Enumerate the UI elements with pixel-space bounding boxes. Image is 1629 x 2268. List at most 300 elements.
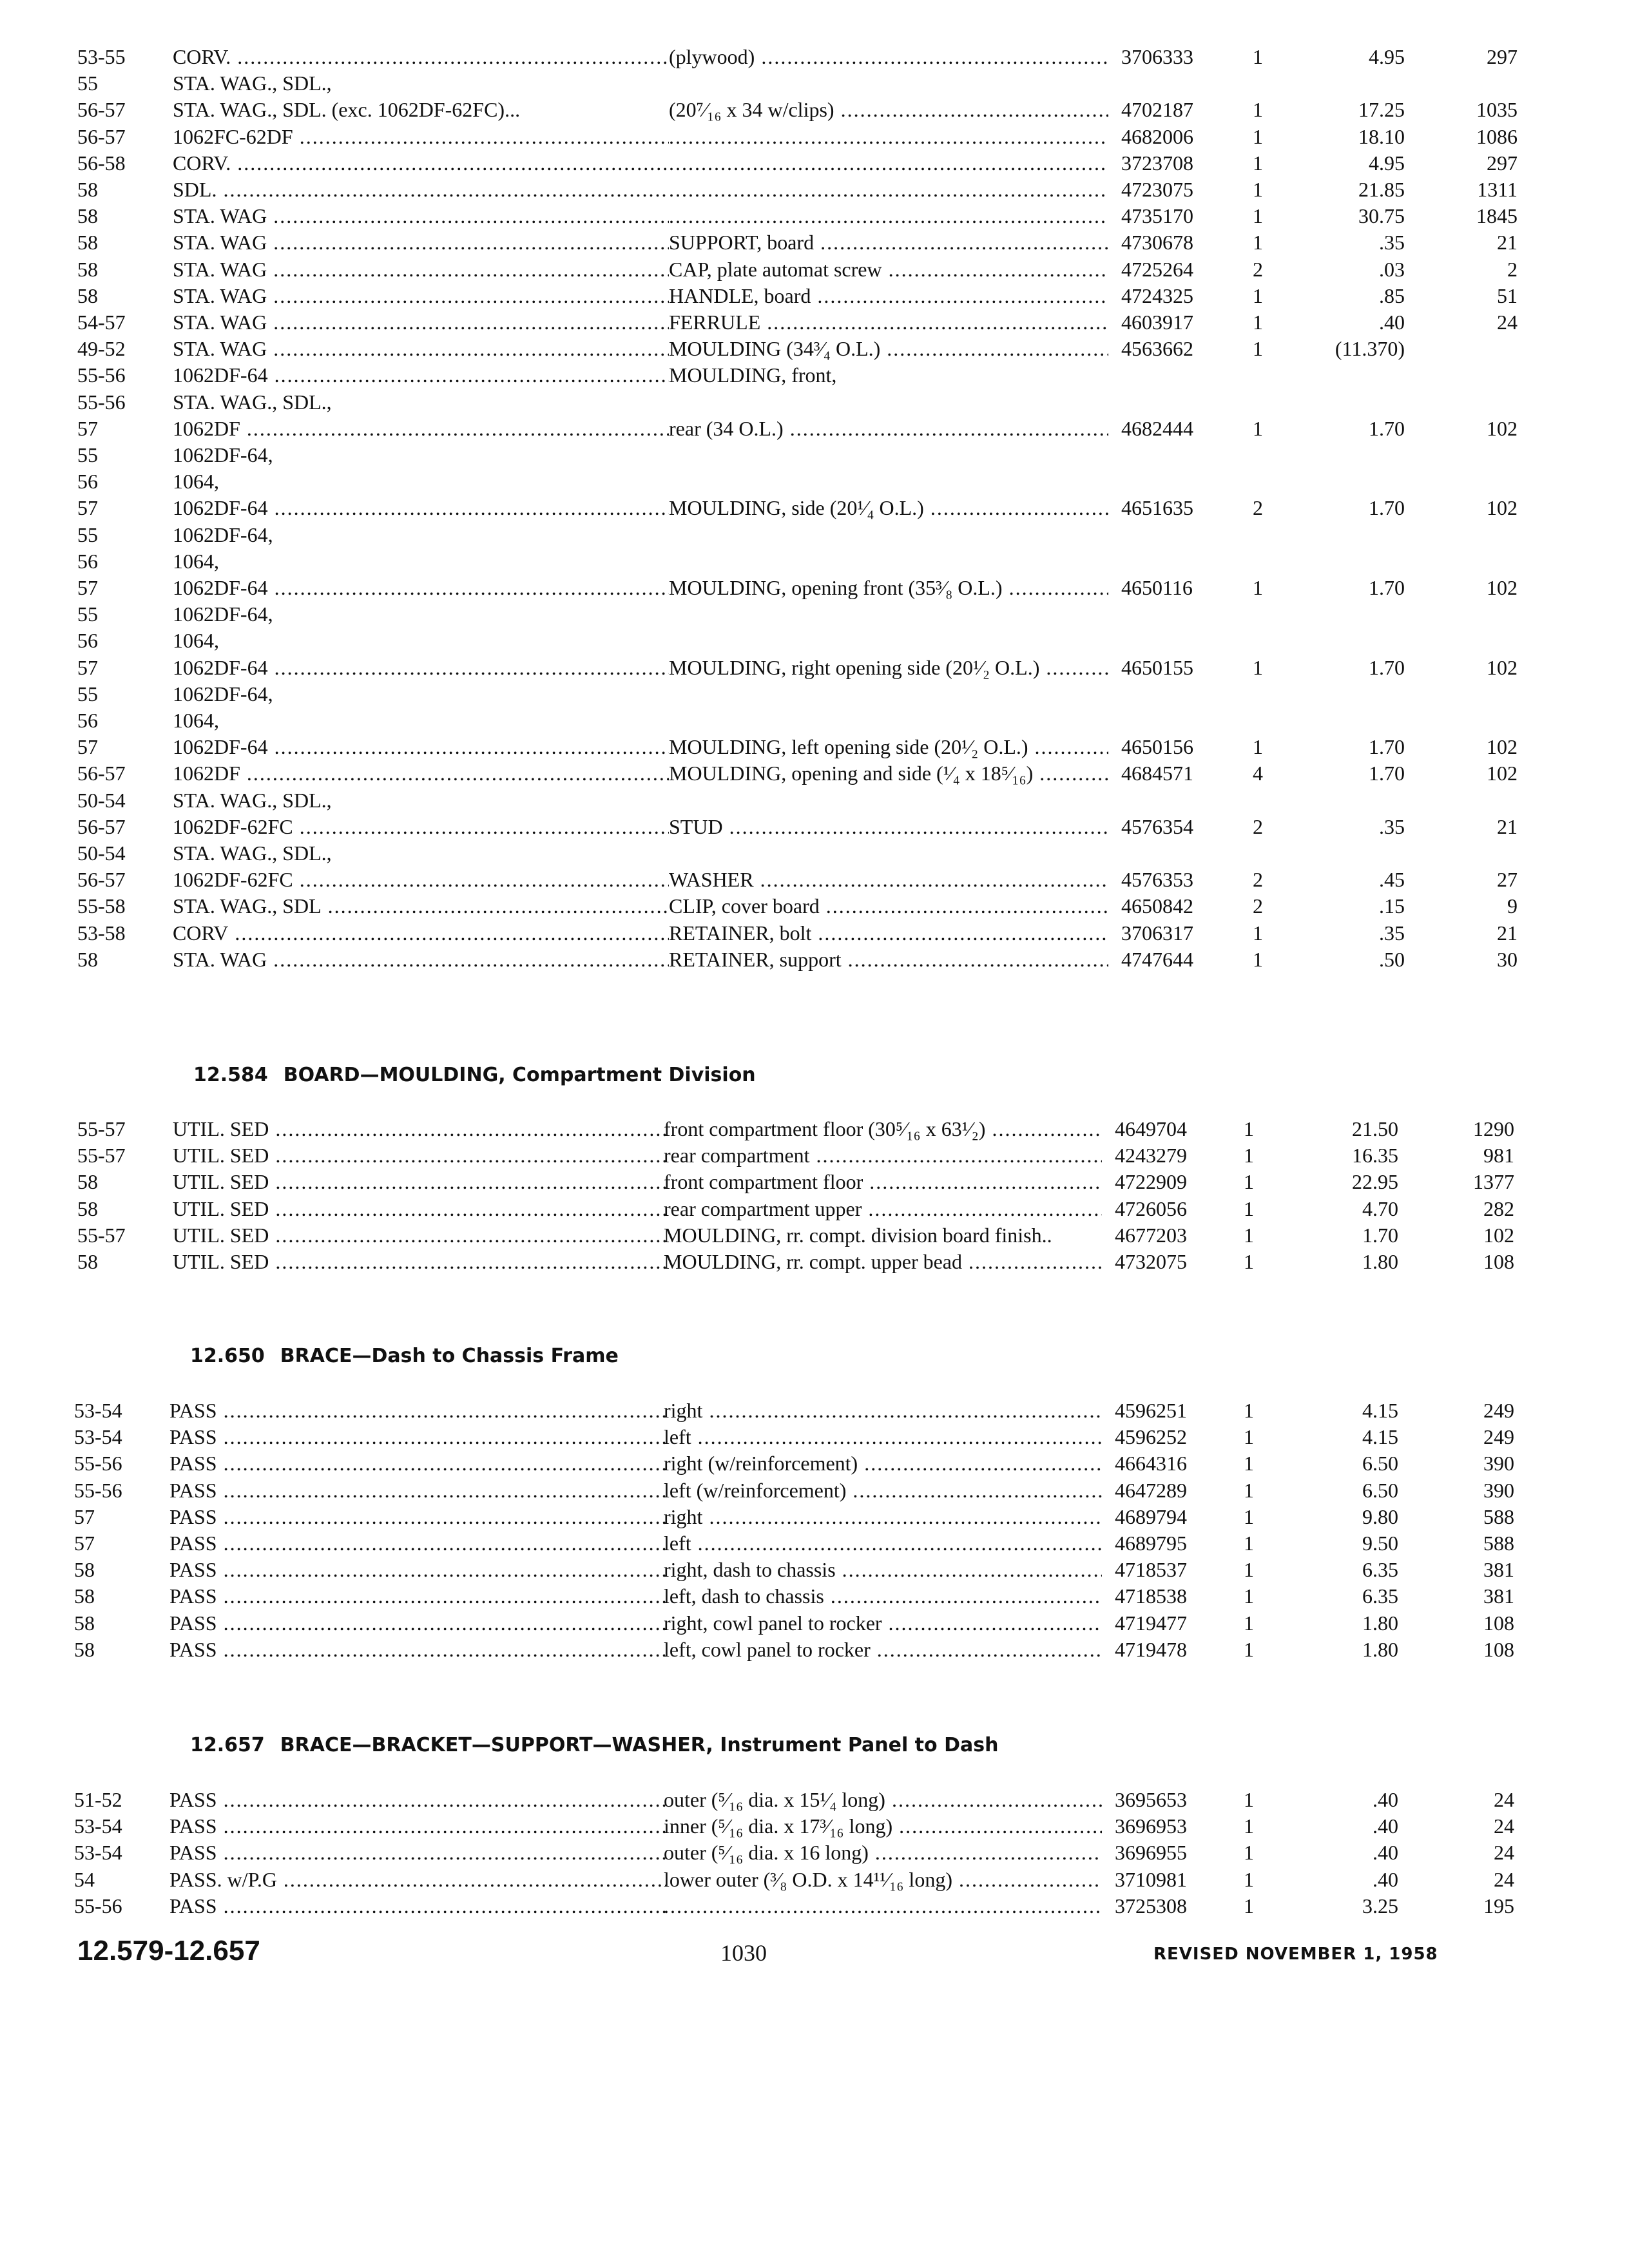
part-description: MOULDING, left opening side (20¹⁄₂ O.L.) ..... — [669, 734, 1108, 760]
table-row — [77, 920, 1590, 946]
model-applicability: 1064, — [173, 470, 219, 494]
part-number: 4702187 — [1121, 98, 1193, 122]
part-number: 4689795 — [1115, 1532, 1187, 1555]
part-number: 4650156 — [1121, 735, 1193, 759]
quantity: 1 — [1244, 1814, 1254, 1838]
table-row — [77, 760, 1590, 786]
table-row — [74, 1813, 1590, 1839]
table-row — [77, 840, 1590, 866]
table-row — [77, 893, 1590, 919]
model-years: 55-57 — [77, 1144, 126, 1168]
section-heading — [190, 1734, 998, 1756]
quantity: 1 — [1244, 1841, 1254, 1865]
model-years: 58 — [74, 1611, 95, 1635]
list-price: 1.70 — [1362, 1223, 1398, 1247]
model-applicability: STA. WAG ..... — [173, 309, 669, 335]
model-applicability: SDL. ..... — [173, 177, 669, 202]
model-years: 53-54 — [74, 1841, 122, 1865]
model-years: 57 — [74, 1504, 95, 1528]
table-row — [77, 1142, 1590, 1168]
table-row — [77, 256, 1590, 282]
model-applicability: 1064, — [173, 549, 219, 573]
section-number: 12.657 — [190, 1734, 265, 1756]
section-title: BRACE—BRACKET—SUPPORT—WASHER, Instrument Panel to Dash — [280, 1734, 999, 1756]
table-row — [74, 1610, 1590, 1636]
part-number: 4730678 — [1121, 231, 1193, 255]
model-years: 53-54 — [74, 1399, 122, 1422]
table-row — [77, 362, 1590, 388]
part-description: right, dash to chassis ..... — [664, 1557, 1102, 1582]
quantity: 1 — [1244, 1894, 1254, 1917]
model-years: 50-54 — [77, 788, 126, 812]
weight-code: 588 — [1483, 1532, 1514, 1555]
part-description: front compartment floor ..... — [664, 1169, 1102, 1195]
table-row — [74, 1867, 1590, 1892]
weight-code: 102 — [1483, 1223, 1514, 1247]
model-years: 57 — [77, 576, 98, 599]
part-number: 4664316 — [1115, 1452, 1187, 1475]
part-number: 4563662 — [1121, 337, 1193, 361]
model-applicability: PASS ..... — [169, 1477, 666, 1503]
model-applicability: 1064, — [173, 709, 219, 732]
table-row — [77, 229, 1590, 255]
table-row — [74, 1477, 1590, 1503]
weight-code: 297 — [1487, 45, 1518, 68]
list-price: 4.15 — [1362, 1425, 1398, 1449]
model-applicability: STA. WAG ..... — [173, 229, 669, 255]
part-description: MOULDING, rr. compt. division board finish.. — [664, 1223, 1052, 1247]
table-row — [77, 1222, 1590, 1248]
list-price: 1.80 — [1362, 1637, 1398, 1661]
part-description: CLIP, cover board ..... — [669, 893, 1108, 919]
table-row — [77, 203, 1590, 229]
model-years: 56-57 — [77, 814, 126, 838]
quantity: 2 — [1253, 496, 1263, 520]
table-row — [74, 1424, 1590, 1450]
weight-code: 297 — [1487, 151, 1518, 175]
part-number: 4747644 — [1121, 947, 1193, 971]
weight-code: 381 — [1483, 1558, 1514, 1582]
weight-code: 282 — [1483, 1196, 1514, 1220]
model-years: 57 — [77, 416, 98, 440]
model-years: 55-56 — [74, 1894, 122, 1917]
weight-code: 9 — [1507, 894, 1518, 918]
part-description: SUPPORT, board ..... — [669, 229, 1108, 255]
list-price: 18.10 — [1358, 124, 1405, 148]
quantity: 1 — [1253, 311, 1263, 334]
quantity: 1 — [1253, 416, 1263, 440]
table-row — [77, 124, 1590, 149]
part-description: HANDLE, board ..... — [669, 283, 1108, 309]
list-price: (11.370) — [1335, 337, 1405, 361]
part-number: 4596252 — [1115, 1425, 1187, 1449]
quantity: 2 — [1253, 814, 1263, 838]
part-description: outer (⁵⁄₁₆ dia. x 15¹⁄₄ long) ..... — [664, 1787, 1102, 1812]
list-price: 1.70 — [1369, 416, 1405, 440]
list-price: 1.70 — [1369, 762, 1405, 785]
model-applicability: 1062DF-64 ..... — [173, 734, 669, 760]
part-description: WASHER ..... — [669, 867, 1108, 892]
part-description: right ..... — [664, 1504, 1102, 1530]
part-number: 4647289 — [1115, 1478, 1187, 1502]
quantity: 1 — [1244, 1399, 1254, 1422]
model-applicability: PASS ..... — [169, 1583, 666, 1609]
table-row — [77, 734, 1590, 760]
table-row — [77, 1169, 1590, 1195]
weight-code: 27 — [1497, 868, 1518, 892]
model-years: 53-55 — [77, 45, 126, 68]
model-years: 53-54 — [74, 1425, 122, 1449]
weight-code: 108 — [1483, 1637, 1514, 1661]
model-applicability: 1062DF-64, — [173, 443, 273, 466]
table-row — [77, 1116, 1590, 1142]
part-number: 4682444 — [1121, 416, 1193, 440]
model-years: 55 — [77, 602, 98, 626]
model-applicability: PASS ..... — [169, 1610, 666, 1636]
table-row — [77, 655, 1590, 680]
section-title: BOARD—MOULDING, Compartment Division — [283, 1064, 756, 1086]
model-applicability: STA. WAG ..... — [173, 283, 669, 309]
list-price: 6.35 — [1362, 1584, 1398, 1608]
model-applicability: 1062DF-62FC ..... — [173, 867, 669, 892]
list-price: .40 — [1373, 1841, 1398, 1865]
model-years: 56-57 — [77, 98, 126, 122]
part-number: 3725308 — [1115, 1894, 1187, 1917]
part-description: (20⁷⁄₁₆ x 34 w/clips) ..... — [669, 97, 1108, 122]
part-number: 4677203 — [1115, 1223, 1187, 1247]
list-price: 4.95 — [1369, 45, 1405, 68]
quantity: 1 — [1253, 98, 1263, 122]
model-years: 56-57 — [77, 124, 126, 148]
list-price: .45 — [1379, 868, 1405, 892]
quantity: 1 — [1244, 1637, 1254, 1661]
part-number: 4732075 — [1115, 1250, 1187, 1273]
part-description: outer (⁵⁄₁₆ dia. x 16 long) ..... — [664, 1840, 1102, 1865]
model-years: 56-58 — [77, 151, 126, 175]
part-number: 4725264 — [1121, 257, 1193, 281]
list-price: 1.80 — [1362, 1250, 1398, 1273]
model-applicability: PASS ..... — [169, 1893, 666, 1919]
table-row — [74, 1893, 1590, 1919]
part-number: 4684571 — [1121, 762, 1193, 785]
model-applicability: 1062DF-64 ..... — [173, 655, 669, 680]
list-price: 4.15 — [1362, 1399, 1398, 1422]
model-years: 58 — [77, 1250, 98, 1273]
part-number: 4651635 — [1121, 496, 1193, 520]
model-applicability: 1062DF-64, — [173, 523, 273, 546]
table-row — [77, 522, 1590, 548]
weight-code: 21 — [1497, 231, 1518, 255]
part-description: MOULDING, right opening side (20¹⁄₂ O.L.) ..... — [669, 655, 1108, 680]
quantity: 1 — [1253, 735, 1263, 759]
weight-code: 2 — [1507, 257, 1518, 281]
table-row — [77, 867, 1590, 892]
weight-code: 102 — [1487, 416, 1518, 440]
table-row — [74, 1637, 1590, 1662]
quantity: 1 — [1253, 576, 1263, 599]
model-years: 54 — [74, 1867, 95, 1891]
list-price: .35 — [1379, 921, 1405, 945]
quantity: 1 — [1244, 1867, 1254, 1891]
weight-code: 102 — [1487, 576, 1518, 599]
model-years: 57 — [77, 496, 98, 520]
model-years: 55-57 — [77, 1117, 126, 1140]
model-applicability: STA. WAG., SDL., — [173, 841, 332, 865]
model-applicability: 1062DF-64 ..... — [173, 362, 669, 388]
list-price: 21.85 — [1358, 178, 1405, 201]
model-years: 55-58 — [77, 894, 126, 918]
table-row — [77, 416, 1590, 441]
quantity: 1 — [1244, 1144, 1254, 1168]
section-heading — [190, 1345, 619, 1367]
weight-code: 249 — [1483, 1399, 1514, 1422]
list-price: .40 — [1379, 311, 1405, 334]
model-applicability: STA. WAG ..... — [173, 203, 669, 229]
model-applicability: 1062DF-64, — [173, 602, 273, 626]
part-description: FERRULE ..... — [669, 309, 1108, 335]
model-years: 56 — [77, 629, 98, 653]
table-row — [77, 628, 1590, 653]
model-applicability: PASS ..... — [169, 1787, 666, 1812]
weight-code: 108 — [1483, 1250, 1514, 1273]
weight-code: 1086 — [1476, 124, 1518, 148]
list-price: .85 — [1379, 284, 1405, 307]
part-description: left, cowl panel to rocker ..... — [664, 1637, 1102, 1662]
list-price: 9.80 — [1362, 1504, 1398, 1528]
model-years: 58 — [77, 231, 98, 255]
quantity: 1 — [1244, 1504, 1254, 1528]
weight-code: 24 — [1494, 1867, 1514, 1891]
part-number: 3723708 — [1121, 151, 1193, 175]
part-description: STUD ..... — [669, 814, 1108, 840]
part-number: 4576354 — [1121, 814, 1193, 838]
table-row — [77, 97, 1590, 122]
model-applicability: CORV. ..... — [173, 150, 669, 176]
list-price: 1.70 — [1369, 655, 1405, 679]
list-price: 3.25 — [1362, 1894, 1398, 1917]
quantity: 1 — [1253, 151, 1263, 175]
part-number: 4735170 — [1121, 204, 1193, 228]
part-description: MOULDING, opening front (35³⁄₈ O.L.) ..... — [669, 575, 1108, 601]
list-price: 22.95 — [1352, 1170, 1398, 1194]
quantity: 1 — [1244, 1611, 1254, 1635]
part-number: 4649704 — [1115, 1117, 1187, 1140]
list-price: 1.70 — [1369, 735, 1405, 759]
quantity: 2 — [1253, 257, 1263, 281]
list-price: .40 — [1373, 1814, 1398, 1838]
quantity: 1 — [1244, 1788, 1254, 1811]
table-row — [74, 1557, 1590, 1582]
model-applicability: UTIL. SED ..... — [173, 1222, 669, 1248]
weight-code: 1290 — [1473, 1117, 1514, 1140]
part-description — [669, 124, 1108, 149]
model-years: 55-56 — [77, 363, 126, 387]
list-price: .40 — [1373, 1788, 1398, 1811]
model-years: 57 — [77, 655, 98, 679]
list-price: 1.80 — [1362, 1611, 1398, 1635]
list-price: 4.70 — [1362, 1196, 1398, 1220]
list-price: 4.95 — [1369, 151, 1405, 175]
model-applicability: 1064, — [173, 629, 219, 653]
part-description: rear compartment ..... — [664, 1142, 1102, 1168]
part-description: lower outer (³⁄₈ O.D. x 14¹¹⁄₁₆ long) ..... — [664, 1867, 1102, 1892]
part-description: right (w/reinforcement) ..... — [664, 1450, 1102, 1476]
part-number: 4726056 — [1115, 1196, 1187, 1220]
quantity: 1 — [1253, 124, 1263, 148]
table-row — [77, 601, 1590, 627]
table-row — [74, 1450, 1590, 1476]
table-row — [77, 177, 1590, 202]
model-applicability: UTIL. SED ..... — [173, 1196, 669, 1222]
model-years: 58 — [74, 1584, 95, 1608]
model-applicability: STA. WAG., SDL., — [173, 788, 332, 812]
table-row — [77, 309, 1590, 335]
model-applicability: 1062DF-62FC ..... — [173, 814, 669, 840]
quantity: 1 — [1253, 947, 1263, 971]
part-description: MOULDING, side (20¹⁄₄ O.L.) ..... — [669, 495, 1108, 521]
table-row — [77, 548, 1590, 574]
part-number: 3696955 — [1115, 1841, 1187, 1865]
list-price: 6.50 — [1362, 1478, 1398, 1502]
list-price: 9.50 — [1362, 1532, 1398, 1555]
model-years: 58 — [77, 178, 98, 201]
model-years: 55 — [77, 523, 98, 546]
part-number: 4650155 — [1121, 655, 1193, 679]
part-description — [664, 1893, 1102, 1919]
quantity: 1 — [1244, 1196, 1254, 1220]
part-number: 3695653 — [1115, 1788, 1187, 1811]
model-applicability: PASS ..... — [169, 1813, 666, 1839]
table-row — [77, 283, 1590, 309]
model-applicability: 1062DF-64 ..... — [173, 575, 669, 601]
model-applicability: 1062DF ..... — [173, 416, 669, 441]
model-years: 56 — [77, 709, 98, 732]
weight-code: 24 — [1494, 1841, 1514, 1865]
weight-code: 249 — [1483, 1425, 1514, 1449]
part-description: inner (⁵⁄₁₆ dia. x 17³⁄₁₆ long) ..... — [664, 1813, 1102, 1839]
model-years: 56-57 — [77, 762, 126, 785]
model-applicability: STA. WAG ..... — [173, 947, 669, 972]
part-description: left ..... — [664, 1530, 1102, 1556]
part-description: left ..... — [664, 1424, 1102, 1450]
list-price: 21.50 — [1352, 1117, 1398, 1140]
part-description — [669, 177, 1108, 202]
part-number: 4718537 — [1115, 1558, 1187, 1582]
model-applicability: PASS. w/P.G ..... — [169, 1867, 666, 1892]
model-years: 58 — [77, 284, 98, 307]
quantity: 1 — [1244, 1117, 1254, 1140]
quantity: 1 — [1253, 655, 1263, 679]
weight-code: 102 — [1487, 735, 1518, 759]
model-years: 55-57 — [77, 1223, 126, 1247]
part-description — [669, 203, 1108, 229]
list-price: .15 — [1379, 894, 1405, 918]
model-applicability: PASS ..... — [169, 1637, 666, 1662]
model-applicability: STA. WAG., SDL., — [173, 390, 332, 414]
model-years: 56 — [77, 549, 98, 573]
list-price: 1.70 — [1369, 576, 1405, 599]
model-applicability: STA. WAG., SDL., — [173, 72, 332, 95]
part-description: left, dash to chassis ..... — [664, 1583, 1102, 1609]
weight-code: 381 — [1483, 1584, 1514, 1608]
model-years: 58 — [77, 257, 98, 281]
part-description: MOULDING, opening and side (¹⁄₄ x 18⁵⁄₁₆) ..... — [669, 760, 1108, 786]
part-description: rear (34 O.L.) ..... — [669, 416, 1108, 441]
model-applicability: CORV ..... — [173, 920, 669, 946]
part-number: 4719478 — [1115, 1637, 1187, 1661]
revision-date: REVISED NOVEMBER 1, 1958 — [1153, 1945, 1438, 1964]
model-applicability: UTIL. SED ..... — [173, 1249, 669, 1274]
weight-code: 24 — [1494, 1814, 1514, 1838]
weight-code: 24 — [1497, 311, 1518, 334]
list-price: .40 — [1373, 1867, 1398, 1891]
weight-code: 30 — [1497, 947, 1518, 971]
model-applicability: 1062FC-62DF ..... — [173, 124, 669, 149]
model-years: 55 — [77, 72, 98, 95]
part-number: 4689794 — [1115, 1504, 1187, 1528]
part-number: 4596251 — [1115, 1399, 1187, 1422]
weight-code: 21 — [1497, 814, 1518, 838]
table-row — [77, 947, 1590, 972]
quantity: 1 — [1253, 231, 1263, 255]
model-applicability: CORV. ..... — [173, 44, 669, 70]
model-years: 49-52 — [77, 337, 126, 361]
weight-code: 51 — [1497, 284, 1518, 307]
quantity: 2 — [1253, 868, 1263, 892]
part-description: MOULDING, rr. compt. upper bead ..... — [664, 1249, 1102, 1274]
model-applicability: STA. WAG ..... — [173, 256, 669, 282]
model-years: 58 — [77, 204, 98, 228]
quantity: 1 — [1253, 204, 1263, 228]
part-number: 4650842 — [1121, 894, 1193, 918]
section-title: BRACE—Dash to Chassis Frame — [280, 1345, 619, 1367]
table-row — [77, 707, 1590, 733]
quantity: 2 — [1253, 894, 1263, 918]
quantity: 4 — [1253, 762, 1263, 785]
list-price: .35 — [1379, 231, 1405, 255]
model-applicability: STA. WAG., SDL ..... — [173, 893, 669, 919]
table-row — [77, 1196, 1590, 1222]
model-applicability: 1062DF ..... — [173, 760, 669, 786]
weight-code: 390 — [1483, 1478, 1514, 1502]
part-description: CAP, plate automat screw ..... — [669, 256, 1108, 282]
quantity: 1 — [1244, 1170, 1254, 1194]
table-row — [77, 442, 1590, 468]
list-price: 6.50 — [1362, 1452, 1398, 1475]
table-row — [74, 1583, 1590, 1609]
quantity: 1 — [1244, 1223, 1254, 1247]
weight-code: 1377 — [1473, 1170, 1514, 1194]
part-description — [669, 150, 1108, 176]
quantity: 1 — [1253, 284, 1263, 307]
part-description: right, cowl panel to rocker ..... — [664, 1610, 1102, 1636]
list-price: 30.75 — [1358, 204, 1405, 228]
quantity: 1 — [1253, 178, 1263, 201]
model-applicability: UTIL. SED ..... — [173, 1169, 669, 1195]
table-row — [77, 150, 1590, 176]
model-years: 55 — [77, 682, 98, 706]
weight-code: 1311 — [1477, 178, 1518, 201]
model-years: 54-57 — [77, 311, 126, 334]
model-applicability: UTIL. SED ..... — [173, 1142, 669, 1168]
model-applicability: STA. WAG ..... — [173, 336, 669, 361]
table-row — [74, 1530, 1590, 1556]
table-row — [77, 787, 1590, 813]
table-row — [74, 1398, 1590, 1423]
weight-code: 102 — [1487, 655, 1518, 679]
quantity: 1 — [1253, 921, 1263, 945]
part-description: RETAINER, bolt ..... — [669, 920, 1108, 946]
